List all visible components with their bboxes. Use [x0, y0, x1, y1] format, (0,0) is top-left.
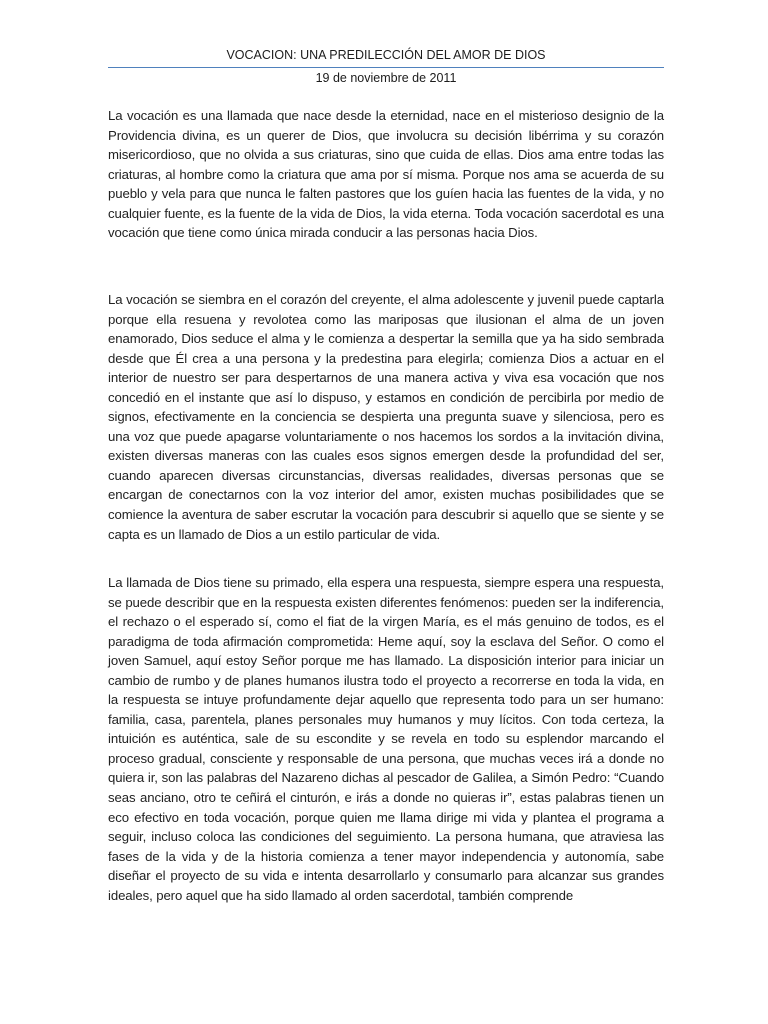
paragraph-1: La vocación es una llamada que nace desde la eternidad, nace en el misterioso designio de la Providencia divina, es un querer de Dios, que involucra su decisión libérrima y su corazón misericordioso, que no olvida a sus criaturas, sino que cuida de ellas. Dios ama entre todas las criaturas, al hombre como la criatura que ama por sí misma. Porque nos ama se acuerda de su pueblo y vela para que nunca le falten pastores que los guíen hacia las fuentes de la vida, y no cualquier fuente, es la fuente de la vida de Dios, la vida eterna. Toda vocación sacerdotal es una vocación que tiene como única mirada conducir a las personas hacia Dios. — [108, 108, 664, 241]
title-underline — [108, 67, 664, 68]
paragraph-2: La vocación se siembra en el corazón del creyente, el alma adolescente y juvenil puede captarla porque ella resuena y revolotea como las mariposas que ilusionan el alma de un joven enamorado, Dios seduce el alma y le comienza a despertar la semilla que ya ha sido sembrada desde que Él crea a una persona y la predestina para elegirla; comienza Dios a actuar en el interior de nuestro ser para despertarnos de una manera activa y viva esa vocación que nos concedió en el instante que así lo dispuso, y estamos en condición de percibirla por medio de signos, efectivamente en la conciencia se despierta una pregunta suave y silenciosa, pero es una voz que puede apagarse voluntariamente o nos hacemos los sordos a la invitación divina, existen diversas maneras con las cuales esos signos emergen desde la profundidad del ser, cuando aparecen diversas circunstancias, diversas realidades, diversas personas que se encargan de conectarnos con la voz interior del amor, existen muchas posibilidades que se comience la aventura de saber escrutar la vocación para descubrir si aquello que se siente y se capta es un llamado de Dios a un estilo particular de vida. — [108, 292, 664, 542]
document-title: VOCACION: UNA PREDILECCIÓN DEL AMOR DE DIOS — [226, 48, 546, 62]
document-date: 19 de noviembre de 2011 — [315, 71, 457, 85]
paragraph-3: La llamada de Dios tiene su primado, ella espera una respuesta, siempre espera una respuesta, se puede describir que en la respuesta existen diferentes fenómenos: pueden ser la indiferencia, el rechazo o el esperado sí, como el fiat de la virgen María, es el más genuino de todos, es el paradigma de toda afirmación comprometida: Heme aquí, soy la esclava del Señor. O como el joven Samuel, aquí estoy Señor porque me has llamado. La disposición interior para iniciar un cambio de rumbo y de planes humanos ilustra todo el proyecto a recorrerse en toda la vida, en la respuesta se intuye profundamente dejar aquello que representa todo para un ser humano: familia, casa, parentela, planes personales muy humanos y muy lícitos. Con toda certeza, la intuición es auténtica, sale de su escondite y se revela en todo su esplendor marcando el proceso gradual, consciente y responsable de una persona, que muchas veces irá a donde no quiera ir, son las palabras del Nazareno dichas al pescador de Galilea, a Simón Pedro: “Cuando seas anciano, otro te ceñirá el cinturón, e irás a donde no quieras ir”, estas palabras tienen un eco efectivo en toda vocación, porque quien me llama dirige mi vida y plantea el programa a seguir, incluso coloca las condiciones del seguimiento. La persona humana, que atraviesa las fases de la vida y de la historia comienza a tener mayor independencia y autonomía, sabe diseñar el proyecto de su vida e intenta desarrollarlo y consumarlo para alcanzar sus grandes ideales, pero aquel que ha sido llamado al orden sacerdotal, también comprende — [108, 575, 664, 903]
